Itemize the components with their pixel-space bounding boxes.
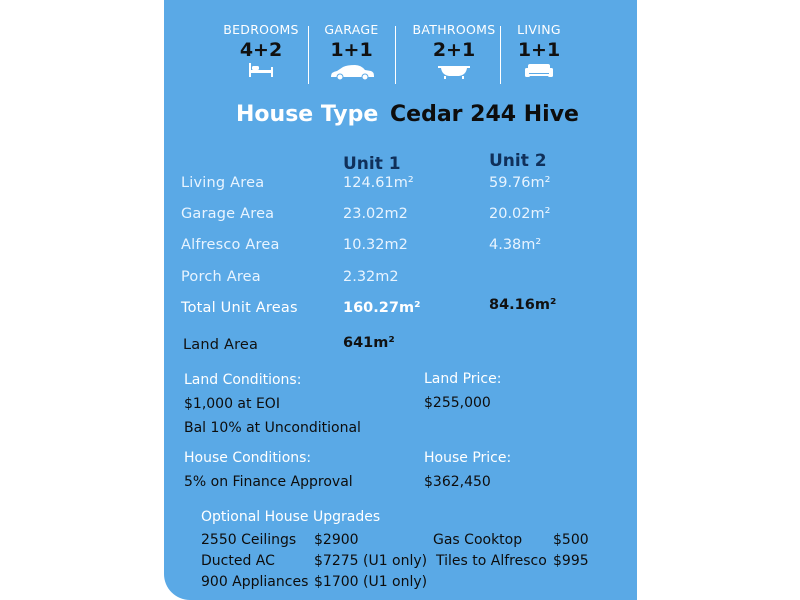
upgrade-name: Ducted AC <box>201 553 275 569</box>
upgrade-price: $995 <box>553 553 589 569</box>
land-conditions-label: Land Conditions: <box>184 372 302 388</box>
upgrades-title: Optional House Upgrades <box>201 509 381 525</box>
divider <box>308 26 309 84</box>
upgrade-name: 2550 Ceilings <box>201 532 297 548</box>
stat-value: 1+1 <box>517 39 561 61</box>
area-row-unit2: 59.76m² <box>489 175 551 191</box>
bed-icon <box>248 63 274 77</box>
upgrade-price: $7275 (U1 only) <box>314 553 428 569</box>
bathtub-icon <box>437 63 471 79</box>
area-row-unit2: 4.38m² <box>489 237 542 253</box>
area-row-unit2: 20.02m² <box>489 206 551 222</box>
upgrade-name: 900 Appliances <box>201 574 309 590</box>
area-row-label: Alfresco Area <box>181 237 280 253</box>
stat-living <box>509 22 569 79</box>
land-price-value: $255,000 <box>424 395 491 411</box>
area-row-unit1: 23.02m2 <box>343 206 408 222</box>
house-price-value: $362,450 <box>424 474 491 490</box>
area-row-unit1: 124.61m² <box>343 175 414 191</box>
house-price-label: House Price: <box>424 450 512 466</box>
area-row-unit1: 2.32m2 <box>343 269 399 285</box>
land-area-label: Land Area <box>183 337 259 353</box>
upgrade-price: $2900 <box>314 532 359 548</box>
area-row-unit1: 10.32m2 <box>343 237 408 253</box>
land-conditions-line: $1,000 at EOI <box>184 396 280 412</box>
total-area-unit1: 160.27m² <box>343 300 421 316</box>
house-conditions-label: House Conditions: <box>184 450 312 466</box>
stat-bathrooms <box>404 22 504 79</box>
land-area-value: 641m² <box>343 335 395 351</box>
stat-value: 4+2 <box>239 39 283 61</box>
unit2-header: Unit 2 <box>489 151 547 171</box>
total-area-label: Total Unit Areas <box>181 300 298 316</box>
stat-value: 2+1 <box>432 39 476 61</box>
upgrade-price: $1700 (U1 only) <box>314 574 428 590</box>
unit1-header: Unit 1 <box>343 154 401 174</box>
stat-label: GARAGE <box>324 22 379 37</box>
stat-bedrooms <box>216 22 306 77</box>
upgrade-name: Tiles to Alfresco <box>436 553 547 569</box>
house-type-label: House Type <box>236 102 379 127</box>
upgrade-price: $500 <box>553 532 589 548</box>
listing-card <box>164 0 637 600</box>
sofa-icon <box>524 63 554 79</box>
land-conditions-line: Bal 10% at Unconditional <box>184 420 361 436</box>
area-row-label: Porch Area <box>181 269 261 285</box>
total-area-unit2: 84.16m² <box>489 297 557 313</box>
stat-value: 1+1 <box>330 39 373 61</box>
divider <box>500 26 501 84</box>
house-type-value: Cedar 244 Hive <box>390 102 579 127</box>
area-row-label: Living Area <box>181 175 265 191</box>
land-price-label: Land Price: <box>424 371 502 387</box>
stat-label: LIVING <box>517 22 561 37</box>
stat-label: BEDROOMS <box>223 22 299 37</box>
divider <box>395 26 396 84</box>
stat-label: BATHROOMS <box>412 22 496 37</box>
stat-garage <box>314 22 389 81</box>
upgrade-name: Gas Cooktop <box>433 532 523 548</box>
car-icon <box>329 63 375 81</box>
area-row-label: Garage Area <box>181 206 275 222</box>
house-conditions-value: 5% on Finance Approval <box>184 474 353 490</box>
